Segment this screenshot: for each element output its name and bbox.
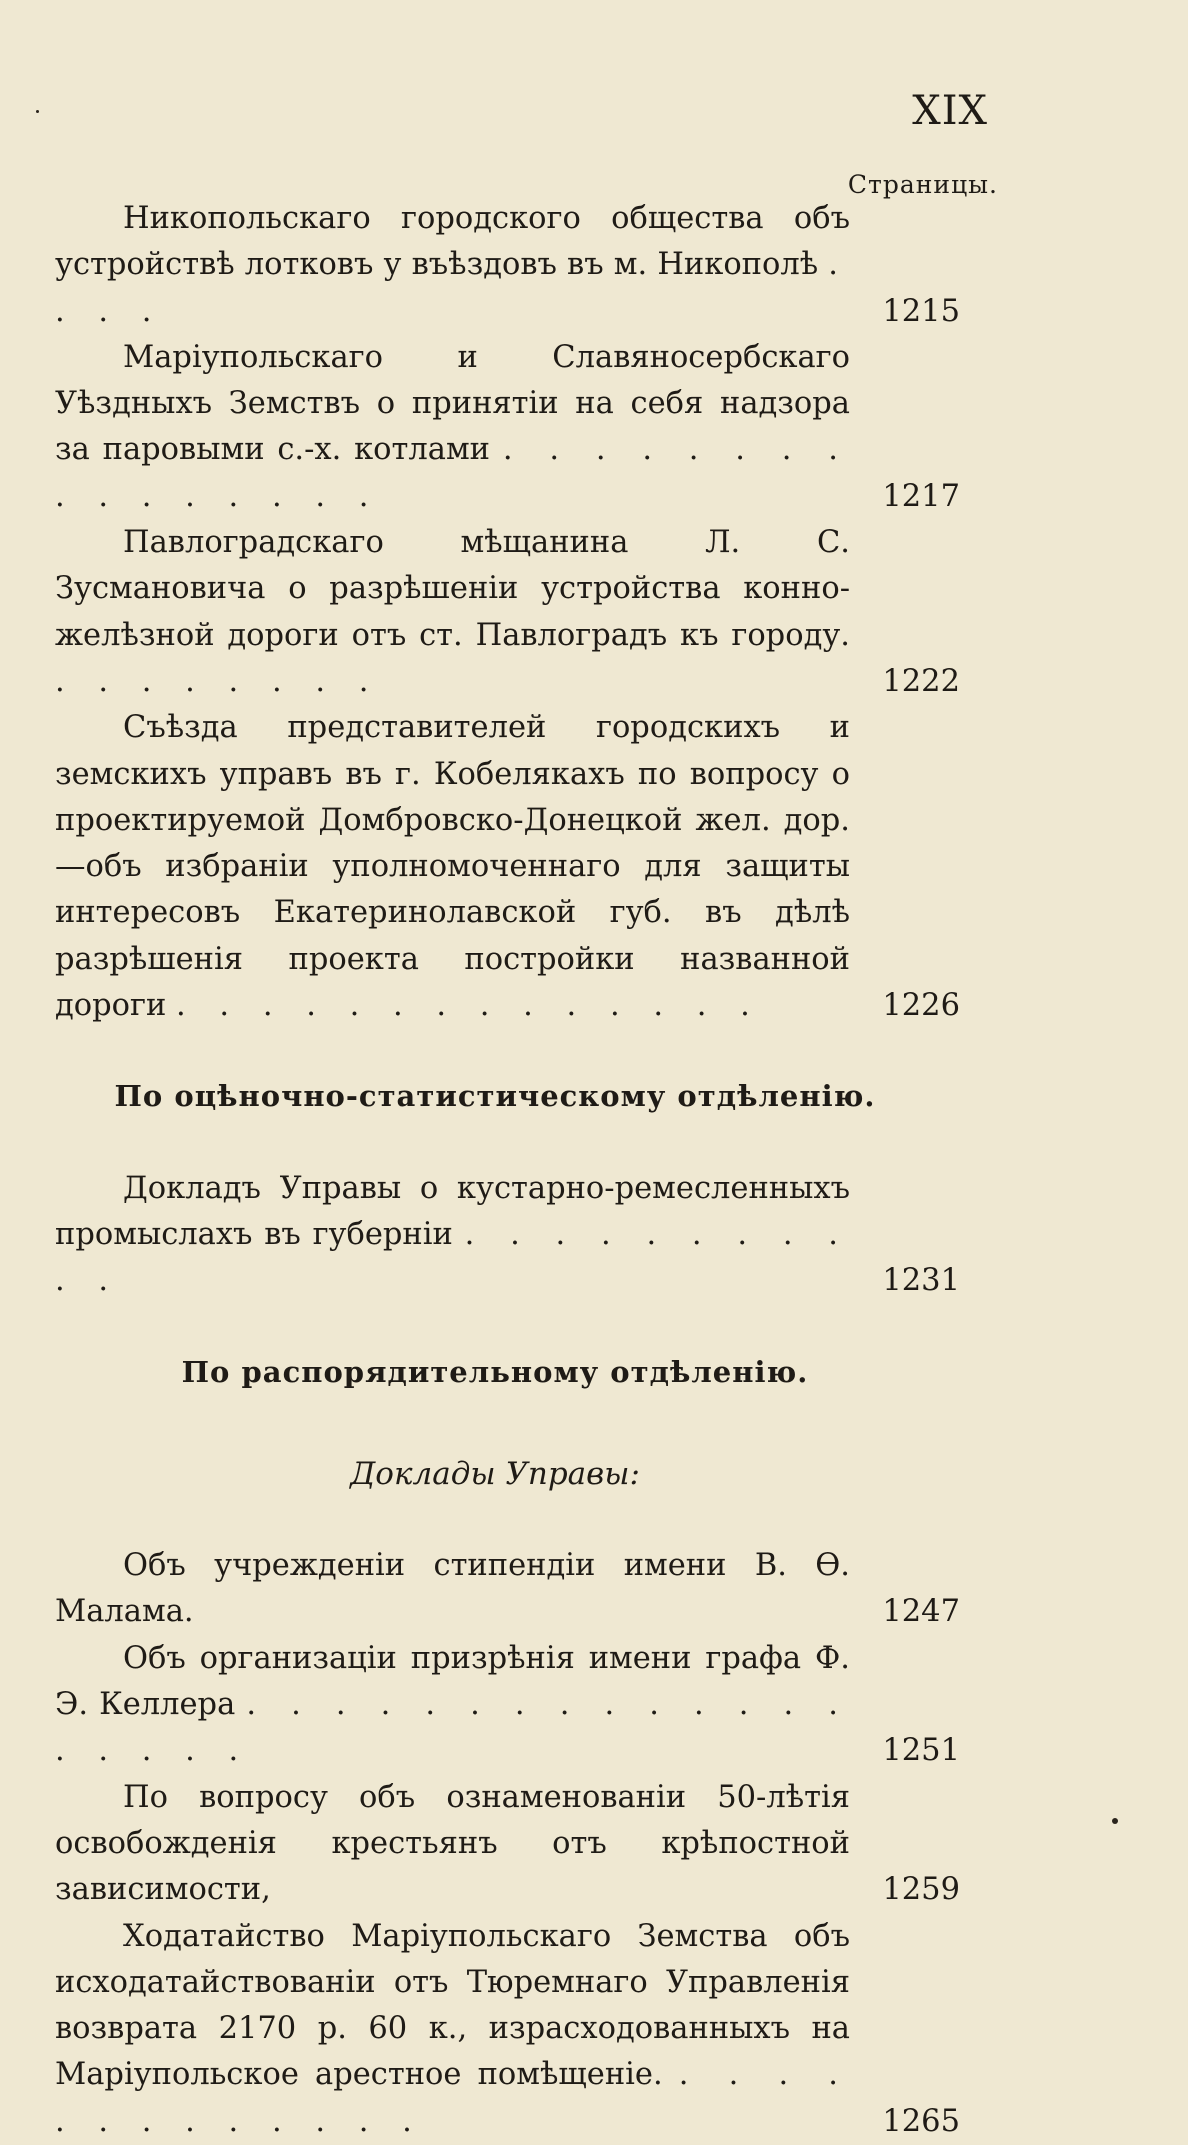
entry-page-number: 1215 <box>882 293 960 329</box>
entry-page-number: 1247 <box>882 1594 960 1630</box>
entry-title: Докладъ Управы о кустарно-ремесленныхъ промыслахъ въ губерніи <box>55 1170 850 1252</box>
leader-dots: . . . . . . . . . . . . . <box>55 2057 850 2139</box>
entry-title: Объ организаціи призрѣнія имени графа Ф. Э. Келлера <box>55 1640 850 1723</box>
pages-column-header: Страницы. <box>847 170 998 199</box>
page-number: XIX <box>912 88 988 134</box>
entry-title: Объ учрежденіи стипендіи имени В. Ѳ. Малама. <box>55 1548 850 1630</box>
paper-speck <box>1112 1818 1118 1824</box>
toc-entry <box>55 520 960 705</box>
toc-entry <box>55 196 960 335</box>
toc-entry <box>55 1543 960 1636</box>
entry-page-number: 1259 <box>882 1872 960 1908</box>
subsection-heading: Доклады Управы: <box>350 1455 640 1492</box>
leader-dots: . . . . . . . . <box>55 663 381 699</box>
paper-speck <box>36 110 39 113</box>
entry-page-number: 1222 <box>882 663 960 699</box>
toc-entry <box>55 1914 960 2145</box>
entry-title: По вопросу объ ознаменованіи 50-лѣтія освобожденія крестьянъ отъ крѣпостной зависимости, <box>55 1779 850 1908</box>
entry-page-number: 1231 <box>882 1263 960 1299</box>
leader-dots: . . . . . . . . . . . . . . <box>176 988 762 1024</box>
toc-entry <box>55 1636 960 1775</box>
entry-page-number: 1226 <box>882 988 960 1024</box>
toc-entry <box>55 1775 960 1914</box>
entry-page-number: 1217 <box>882 478 960 514</box>
table-of-contents <box>55 196 960 2145</box>
toc-entry <box>55 335 960 520</box>
entry-title: Маріупольскаго и Славяносербскаго Уѣздныхъ Земствъ о принятіи на себя надзора за паровыми с.-х. котлами <box>55 339 850 468</box>
entry-title: Никопольскаго городского общества объ устройствѣ лотковъ у въѣздовъ въ м. Никополѣ <box>55 201 850 283</box>
entry-title: Павлоградскаго мѣщанина Л. С. Зусмановича о разрѣшеніи устройства конно-желѣзной дороги отъ ст. Павлоградъ къ городу. <box>55 525 850 653</box>
entry-title: Ходатайство Маріупольскаго Земства объ исходатайствованіи отъ Тюремнаго Управленія возврата 2170 р. 60 к., израсходованныхъ на Маріупольское арестное помѣщеніе. <box>55 1918 850 2093</box>
leader-dots: . . . . . . . . . . . . . . . . <box>55 432 850 514</box>
entry-title: Съѣзда представителей городскихъ и земскихъ управъ въ г. Кобелякахъ по вопросу о проектируемой Домбровско-Донецкой жел. дор.—объ избраніи уполномоченнаго для защиты интересовъ Екатеринолавской губ. въ дѣлѣ разрѣшенія проекта постройки названной дороги <box>55 710 850 1024</box>
toc-entry <box>55 705 960 1029</box>
leader-dots: . . . . <box>55 247 850 329</box>
section-heading-administrative: По распорядительному отдѣленію. <box>181 1354 809 1389</box>
leader-dots: . . . . . . . . . . . <box>55 1216 850 1299</box>
entry-page-number: 1251 <box>882 1733 960 1769</box>
toc-entry <box>55 1166 960 1305</box>
leader-dots: . . . . . . . . . . . . . . . . . . . <box>55 1687 850 1769</box>
section-heading-statistics: По оцѣночно-статистическому отдѣленію. <box>114 1079 876 1114</box>
entry-page-number: 1265 <box>882 2103 960 2139</box>
